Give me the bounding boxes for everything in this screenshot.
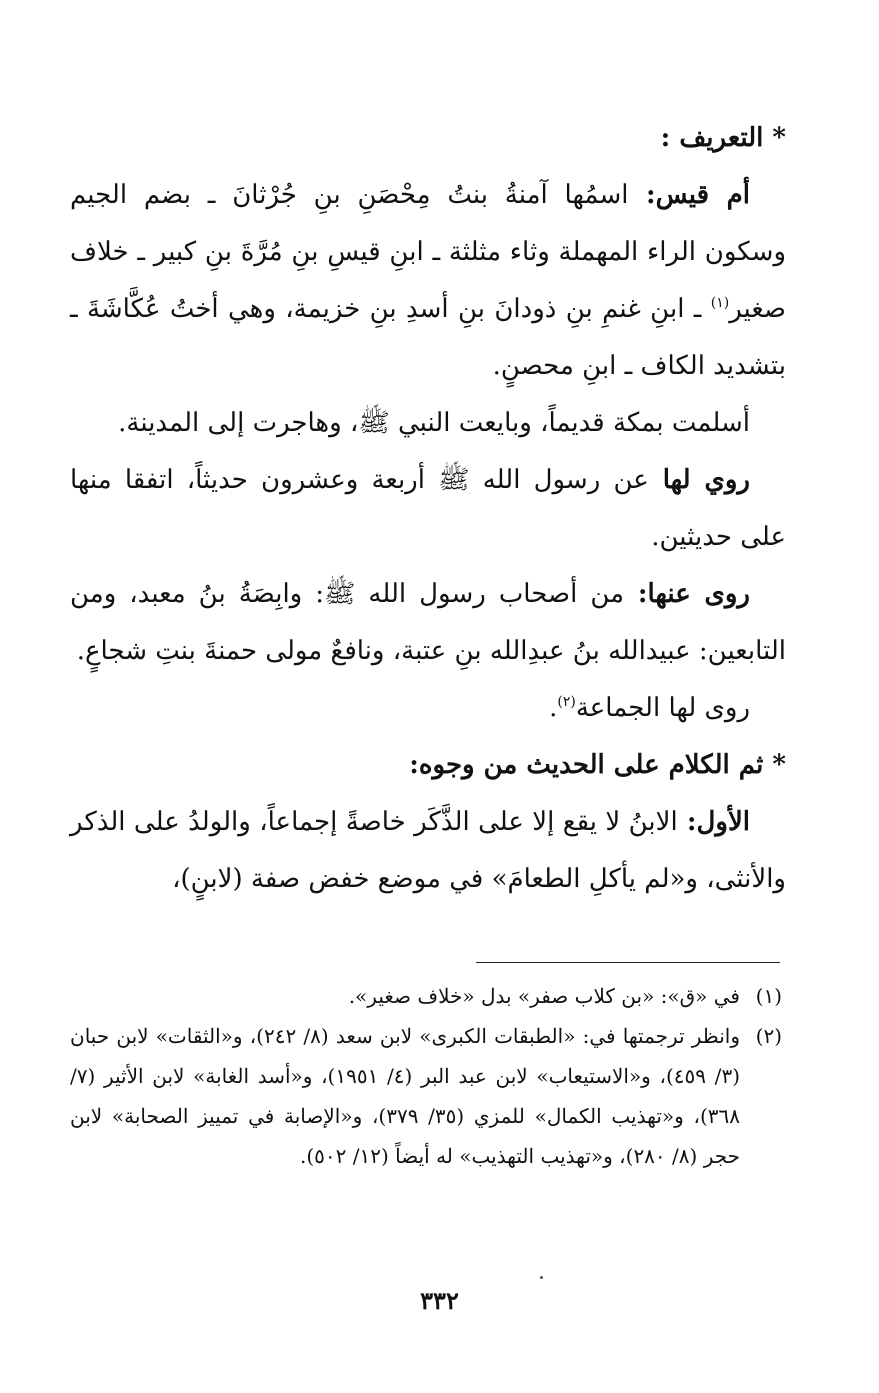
paragraph-label: أم قيس:: [628, 180, 750, 210]
paragraph-label: روى عنها:: [624, 579, 750, 609]
paragraph-name-lineage: [70, 167, 786, 395]
paragraph-text: عن رسول الله ﷺ أربعة وعشرون حديثاً، اتفقا منها على حديثين.: [70, 465, 786, 552]
paragraph-label: روي لها: [648, 465, 750, 495]
footnote-number: (١): [755, 984, 782, 1008]
footnote-reference[interactable]: (٢): [557, 694, 576, 710]
paragraph-islam: أسلمت بمكة قديماً، وبايعت النبي ﷺ، وهاجرت إلى المدينة.: [118, 408, 750, 438]
footnote-reference[interactable]: (١): [710, 295, 730, 311]
section-heading-discussion: * ثم الكلام على الحديث من وجوه:: [409, 750, 786, 780]
paragraph-text: الابنُ لا يقع إلا على الذَّكَر خاصةً إجماعاً، والولدُ على الذكر والأنثى، و«لم يأكلِ الطعامَ» في موضع خفض صفة (لابنٍ)،: [70, 807, 786, 894]
paragraph-text: روى لها الجماعة: [575, 693, 750, 723]
paragraph-first-point: [70, 794, 786, 908]
paragraph-text: ـ ابنِ غنمِ بنِ ذودانَ بنِ أسدِ بنِ خزيمة، وهي أختُ عُكَّاشَةَ ـ بتشديد الكاف ـ ابنِ محصنٍ.: [70, 294, 786, 381]
page-number: ٣٣٢: [420, 1286, 459, 1315]
paragraph-jamaa: [70, 680, 786, 737]
footnote-text: وانظر ترجمتها في: «الطبقات الكبرى» لابن سعد (٨/ ٢٤٢)، و«الثقات» لابن حبان (٣/ ٤٥٩)، و«الاستيعاب» لابن عبد البر (٤/ ١٩٥١)، و«أسد الغابة» لابن الأثير (٧/ ٣٦٨)، و«تهذيب الكمال» للمزي (٣٥/ ٣٧٩)، و«الإصابة في تمييز الصحابة» لابن حجر (٨/ ٢٨٠)، و«تهذيب التهذيب» له أيضاً (١٢/ ٥٠٢).: [70, 1024, 740, 1168]
section-heading-definition: * التعريف :: [660, 123, 786, 153]
main-text-body: [70, 110, 786, 908]
paragraph-label: الأول:: [677, 807, 750, 837]
paragraph-narrators: [70, 566, 786, 680]
paragraph-text: من أصحاب رسول الله ﷺ: وابِصَةُ بنُ معبد، ومن التابعين: عبيدالله بنُ عبدِالله بنِ عتبة، ونافعٌ مولى حمنةَ بنتِ شجاعٍ.: [70, 579, 786, 666]
footnote-divider: [476, 962, 780, 963]
print-speck: [540, 1276, 543, 1279]
paragraph-end: .: [549, 693, 558, 723]
paragraph-text: اسمُها آمنةُ بنتُ مِحْصَنِ بنِ جُرْثانَ ـ بضم الجيم وسكون الراء المهملة وثاء مثلثة ـ ابنِ قيسِ بنِ مُرَّةَ بنِ كبير ـ خلاف صغير: [70, 180, 786, 324]
footnotes-section: [70, 976, 782, 1176]
paragraph-narrated: [70, 452, 786, 566]
footnote-number: (٢): [755, 1024, 782, 1048]
footnote-2: [70, 1016, 782, 1176]
footnote-text: في «ق»: «بن كلاب صفر» بدل «خلاف صغير».: [348, 984, 740, 1008]
footnote-1: [70, 976, 782, 1016]
